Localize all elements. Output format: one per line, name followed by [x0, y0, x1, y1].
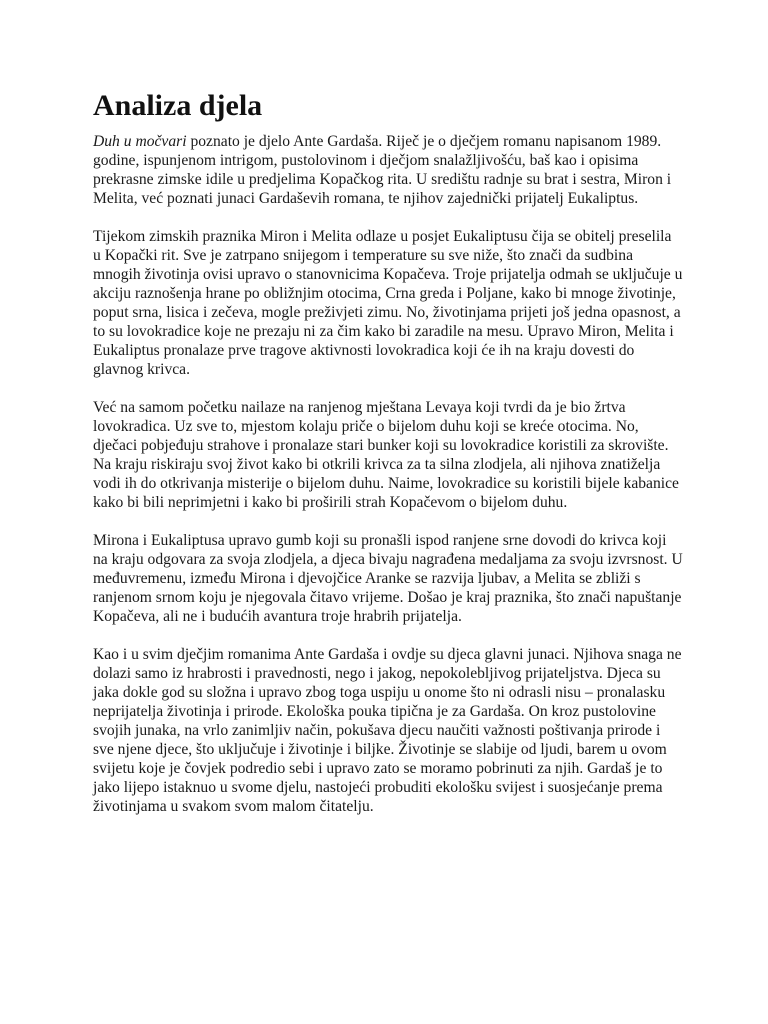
paragraph-3	[93, 398, 683, 512]
paragraph-2	[93, 227, 683, 379]
book-title-italic: Duh u močvari	[93, 133, 187, 150]
paragraph-4	[93, 531, 683, 626]
paragraph-1-text: poznato je djelo Ante Gardaša. Riječ je o dječjem romanu napisanom 1989. godine, ispunjenom intrigom, pustolovinom i dječjom snalažljivošću, baš kao i opisima prekrasne zimske idile u predjelima Kopačkog rita. U središtu radnje su brat i sestra, Miron i Melita, već poznati junaci Gardaševih romana, te njihov zajednički prijatelj Eukaliptus.	[93, 133, 672, 207]
paragraph-1	[93, 132, 683, 208]
paragraph-3-text: Već na samom početku nailaze na ranjenog mještana Levaya koji tvrdi da je bio žrtva lovokradica. Uz sve to, mjestom kolaju priče o bijelom duhu koji se kreće otocima. No, dječaci pobjeđuju strahove i pronalaze stari bunker koji su lovokradice koristili za skrovište. Na kraju riskiraju svoj život kako bi otkrili krivca za ta silna zlodjela, ali njihova znatiželja vodi ih do otkrivanja misterije o bijelom duhu. Naime, lovokradice su koristili bijele kabanice kako bi bili neprimjetni i kako bi proširili strah Kopačevom o bijelom duhu.	[93, 399, 679, 511]
paragraph-4-text: Mirona i Eukaliptusa upravo gumb koji su pronašli ispod ranjene srne dovodi do krivca koji na kraju odgovara za svoja zlodjela, a djeca bivaju nagrađena medaljama za svoju izvrsnost. U međuvremenu, između Mirona i djevojčice Aranke se razvija ljubav, a Melita se zbliži s ranjenom srnom koju je njegovala čitavo vrijeme. Došao je kraj praznika, što znači napuštanje Kopačeva, ali ne i budućih avantura troje hrabrih prijatelja.	[93, 532, 683, 625]
paragraph-5-text: Kao i u svim dječjim romanima Ante Gardaša i ovdje su djeca glavni junaci. Njihova snaga ne dolazi samo iz hrabrosti i pravednosti, nego i jakog, nepokolebljivog prijateljstva. Djeca su jaka dokle god su složna i upravo zbog toga uspiju u onome što ni odrasli nisu – pronalasku neprijatelja životinja i prirode. Ekološka pouka tipična je za Gardaša. On kroz pustolovine svojih junaka, na vrlo zanimljiv način, pokušava djecu naučiti važnosti poštivanja prirode i sve njene djece, što uključuje i životinje i biljke. Životinje se slabije od ljudi, barem u ovom svijetu koje je čovjek podredio sebi i upravo zato se moramo pobrinuti za njih. Gardaš je to jako lijepo istaknuo u svome djelu, nastojeći probuditi ekološku svijest i suosjećanje prema životinjama u svakom svom malom čitatelju.	[93, 646, 682, 815]
page-title: Analiza djela	[93, 89, 263, 122]
document-page	[93, 88, 683, 835]
paragraph-5	[93, 645, 683, 816]
paragraph-2-text: Tijekom zimskih praznika Miron i Melita odlaze u posjet Eukaliptusu čija se obitelj preselila u Kopački rit. Sve je zatrpano snijegom i temperature su sve niže, što znači da sudbina mnogih životinja ovisi upravo o stanovnicima Kopačeva. Troje prijatelja odmah se uključuje u akciju raznošenja hrane po obližnjim otocima, Crna greda i Poljane, kako bi mnoge životinje, poput srna, lisica i zečeva, mogle preživjeti zimu. No, životinjama prijeti još jedna opasnost, a to su lovokradice koje ne prezaju ni za čim kako bi zaradile na mesu. Upravo Miron, Melita i Eukaliptus pronalaze prve tragove aktivnosti lovokradica koji će ih na kraju dovesti do glavnog krivca.	[93, 228, 683, 378]
